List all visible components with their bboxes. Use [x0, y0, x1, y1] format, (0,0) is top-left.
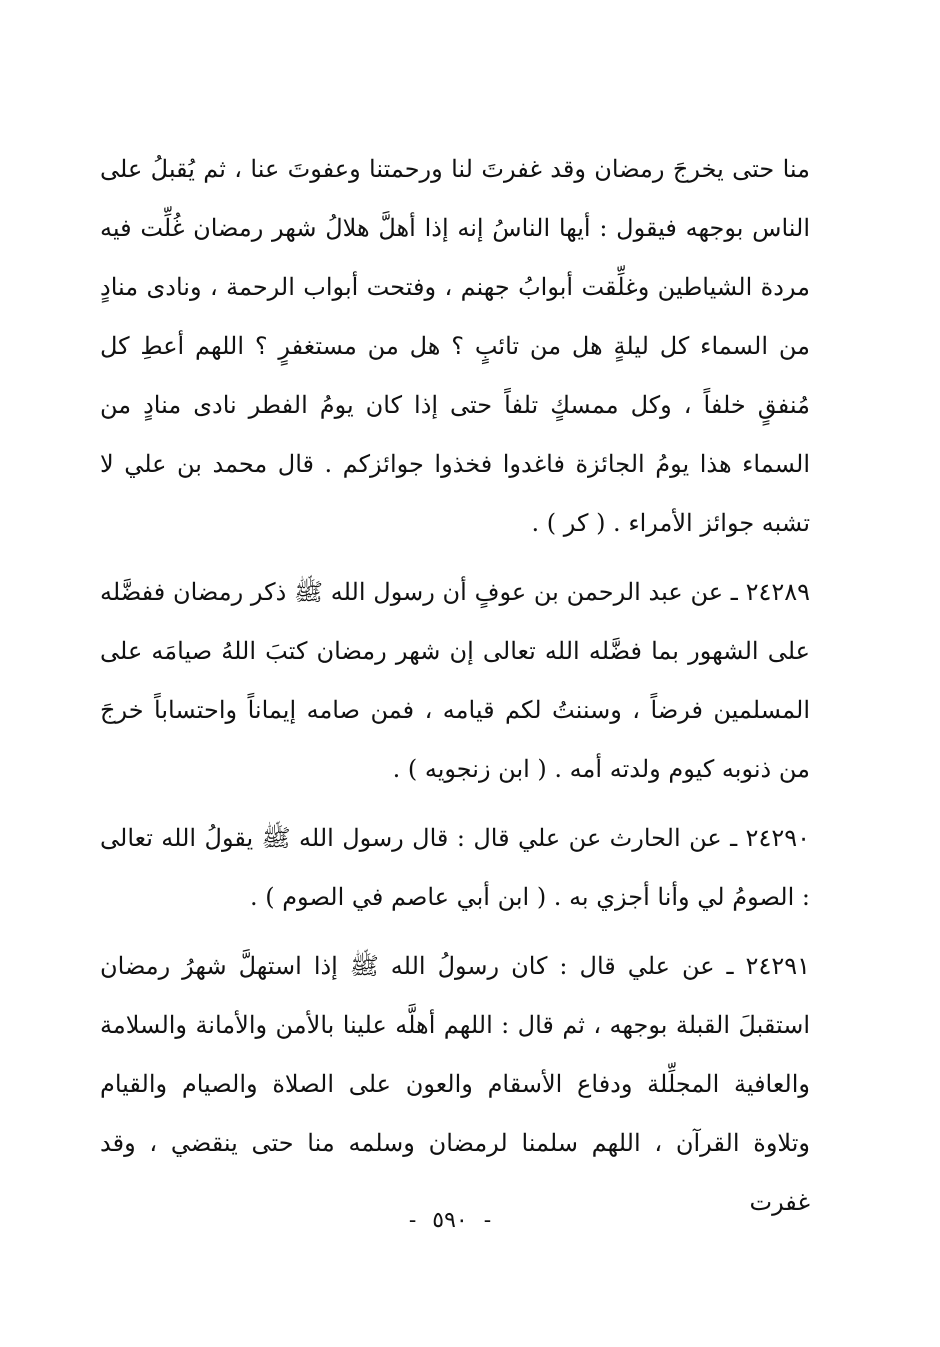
- page-number: ٥٩٠: [432, 1208, 468, 1233]
- dash-right: -: [408, 1208, 417, 1233]
- body-text: [100, 140, 810, 1232]
- paragraph-continuation: منا حتى يخرجَ رمضان وقد غفرتَ لنا ورحمتنا وعفوتَ عنا ، ثم يُقبلُ على الناس بوجهه فيقول : أيها الناسُ إنه إذا أهلَّ هلالُ شهر رمضان غُلِّت فيه مردة الشياطين وغلِّقت أبوابُ جهنم ، وفتحت أبواب الرحمة ، ونادى منادٍ من السماء كل ليلةٍ هل من تائبٍ ؟ هل من مستغفرٍ ؟ اللهم أعطِ كل مُنفقٍ خلفاً ، وكل ممسكٍ تلفاً حتى إذا كان يومُ الفطر نادى منادٍ من السماء هذا يومُ الجائزة فاغدوا فخذوا جوائزكم . قال محمد بن علي لا تشبه جوائز الأمراء . ( كر ) .: [100, 155, 810, 537]
- page-number-footer: [0, 1206, 900, 1236]
- paragraph-hadith-24290: ٢٤٢٩٠ ـ عن الحارث عن علي قال : قال رسول الله ﷺ يقولُ الله تعالى : الصومُ لي وأنا أجزي به . ( ابن أبي عاصم في الصوم ) .: [100, 824, 810, 911]
- paragraph-hadith-24291: ٢٤٢٩١ ـ عن علي قال : كان رسولُ الله ﷺ إذا استهلَّ شهرُ رمضان استقبلَ القبلة بوجهه ، ثم قال : اللهم أهلَّه علينا بالأمن والأمانة والسلامة والعافية المجلِّلة ودفاع الأسقام والعون على الصلاة والصيام والقيام وتلاوة القرآن ، اللهم سلمنا لرمضان وسلمه منا حتى ينقضي ، وقد غفرت: [100, 952, 810, 1216]
- dash-left: -: [483, 1208, 492, 1233]
- paragraph-hadith-24289: ٢٤٢٨٩ ـ عن عبد الرحمن بن عوفٍ أن رسول الله ﷺ ذكر رمضان ففضَّله على الشهور بما فضَّله الله تعالى إن شهر رمضان كتبَ اللهُ صيامَه على المسلمين فرضاً ، وسننتُ لكم قيامه ، فمن صامه إيماناً واحتساباً خرجَ من ذنوبه كيوم ولدته أمه . ( ابن زنجويه ) .: [100, 578, 811, 783]
